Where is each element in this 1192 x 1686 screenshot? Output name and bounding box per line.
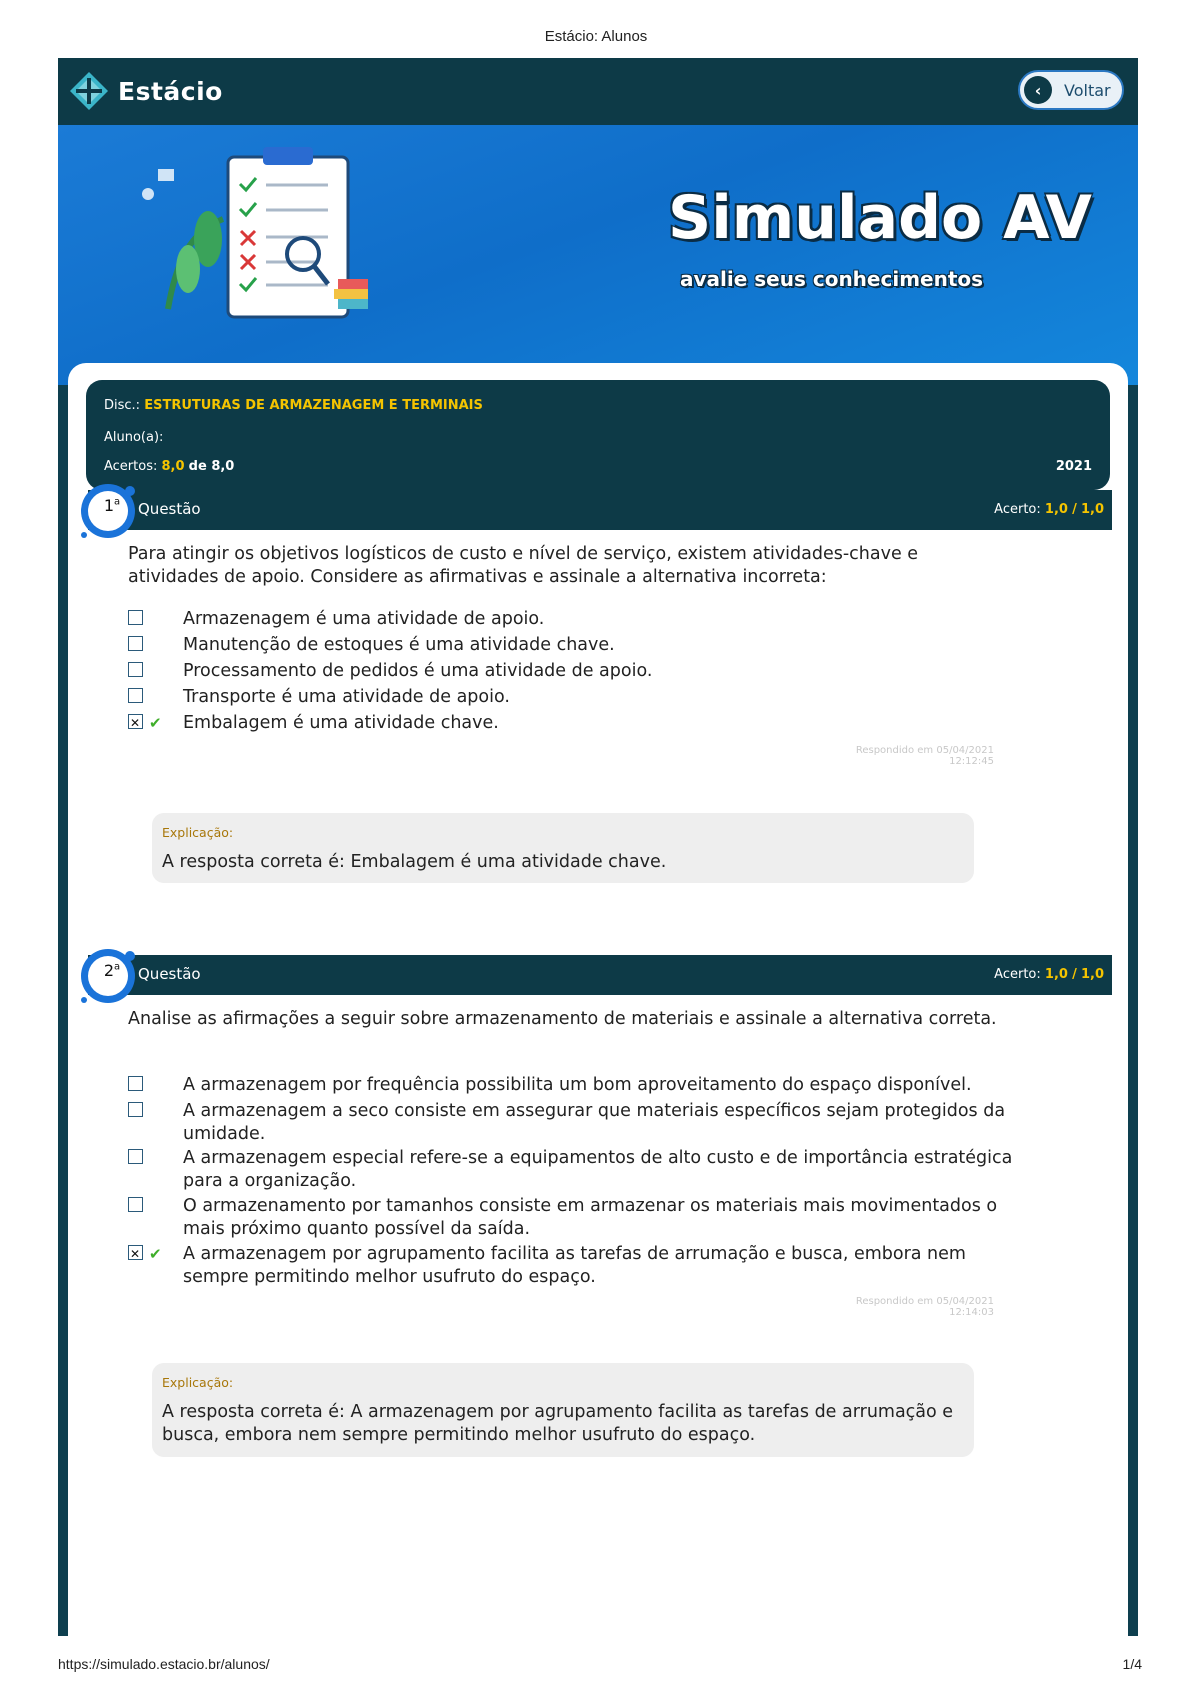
score-separator: / [1072, 502, 1077, 517]
checkbox-icon[interactable] [128, 636, 143, 651]
checkbox-icon[interactable] [128, 610, 143, 625]
score-max: 1,0 [1080, 502, 1104, 517]
option-label: Manutenção de estoques é uma atividade chave. [183, 635, 615, 655]
print-title: Estácio: Alunos [544, 28, 648, 45]
question-number [92, 961, 132, 980]
clipboard-illustration-icon [128, 139, 368, 329]
acertos-total: de 8,0 [188, 459, 235, 474]
banner-title: Simulado AV [668, 183, 1092, 253]
explanation-box [152, 1363, 974, 1457]
score-max: 1,0 [1080, 967, 1104, 982]
option-label: A armazenagem por agrupamento facilita as tarefas de arrumação e busca, embora nem sempre permitindo melhor usufruto do espaço. [183, 1244, 966, 1287]
content-card [68, 363, 1128, 1636]
checked-box-icon[interactable] [128, 714, 143, 729]
question-number [92, 496, 132, 515]
print-url: https://simulado.estacio.br/alunos/ [58, 1656, 270, 1672]
explanation-label: Explicação: [162, 825, 234, 840]
answered-timestamp: Respondido em 05/04/2021 12:14:03 [855, 1296, 994, 1318]
estacio-logo[interactable] [68, 70, 223, 112]
ordinal: a [114, 961, 121, 973]
score-separator: / [1072, 967, 1077, 982]
discipline-row [104, 398, 483, 413]
checkbox-icon[interactable] [128, 688, 143, 703]
checkbox-icon[interactable] [128, 1076, 143, 1091]
option-label: Armazenagem é uma atividade de apoio. [183, 609, 545, 629]
estacio-logo-icon [68, 70, 110, 112]
question-score [994, 967, 1104, 982]
page-frame [58, 58, 1138, 1636]
top-bar [58, 58, 1138, 125]
checkbox-icon[interactable] [128, 1102, 143, 1117]
ordinal: a [114, 496, 121, 508]
question-text: Analise as afirmações a seguir sobre armazenamento de materiais e assinale a alternativa correta. [128, 1009, 997, 1029]
answered-timestamp: Respondido em 05/04/2021 12:12:45 [855, 745, 994, 767]
option-label: A armazenagem a seco consiste em assegurar que materiais específicos sejam protegidos da umidade. [183, 1101, 1006, 1144]
checked-box-icon[interactable] [128, 1245, 143, 1260]
banner [58, 125, 1138, 385]
discipline-box [86, 380, 1110, 490]
option-label: Embalagem é uma atividade chave. [183, 713, 499, 733]
explanation-text: A resposta correta é: A armazenagem por agrupamento facilita as tarefas de arrumação e busca, embora nem sempre permitindo melhor usufruto do espaço. [162, 1402, 954, 1445]
back-button[interactable] [1018, 70, 1124, 110]
logo-text: Estácio [118, 76, 223, 106]
correct-check-icon: ✔ [149, 1245, 162, 1263]
back-button-label: Voltar [1064, 80, 1111, 100]
chevron-left-icon: ‹ [1024, 76, 1052, 104]
option-label: A armazenagem especial refere-se a equipamentos de alto custo e de importância estratégica para a organização. [183, 1148, 1013, 1191]
checkbox-icon[interactable] [128, 1197, 143, 1212]
number: 1 [103, 496, 115, 515]
question-text: Para atingir os objetivos logísticos de custo e nível de serviço, existem atividades-chave e atividades de apoio. Considere as afirmativas e assinale a alternativa incorreta: [128, 544, 919, 587]
score-label: Acerto: [994, 502, 1041, 517]
correct-check-icon: ✔ [149, 714, 162, 732]
disc-label: Disc.: [104, 398, 141, 413]
checkbox-icon[interactable] [128, 1149, 143, 1164]
acertos-label: Acertos: [104, 459, 158, 474]
option-label: Processamento de pedidos é uma atividade de apoio. [183, 661, 653, 681]
print-page-number: 1/4 [1122, 1656, 1142, 1672]
option-label: A armazenagem por frequência possibilita um bom aproveitamento do espaço disponível. [183, 1075, 972, 1095]
option-label: O armazenamento por tamanhos consiste em armazenar os materiais mais movimentados o mais próximo quanto possível da saída. [183, 1196, 998, 1239]
number: 2 [103, 961, 115, 980]
explanation-box [152, 813, 974, 883]
acertos-value: 8,0 [161, 459, 185, 474]
question-header [88, 490, 1112, 530]
year: 2021 [1055, 459, 1092, 474]
explanation-label: Explicação: [162, 1375, 234, 1390]
question-title: Questão [138, 500, 201, 518]
score-label: Acerto: [994, 967, 1041, 982]
question-score [994, 502, 1104, 517]
checkbox-icon[interactable] [128, 662, 143, 677]
score-value: 1,0 [1044, 967, 1068, 982]
banner-subtitle: avalie seus conhecimentos [680, 267, 984, 291]
student-label: Aluno(a): [104, 430, 164, 445]
disc-value: ESTRUTURAS DE ARMAZENAGEM E TERMINAIS [144, 398, 483, 413]
option-label: Transporte é uma atividade de apoio. [183, 687, 510, 707]
score-value: 1,0 [1044, 502, 1068, 517]
question-title: Questão [138, 965, 201, 983]
explanation-text: A resposta correta é: Embalagem é uma atividade chave. [162, 852, 667, 872]
question-header [88, 955, 1112, 995]
score-row [104, 459, 234, 474]
